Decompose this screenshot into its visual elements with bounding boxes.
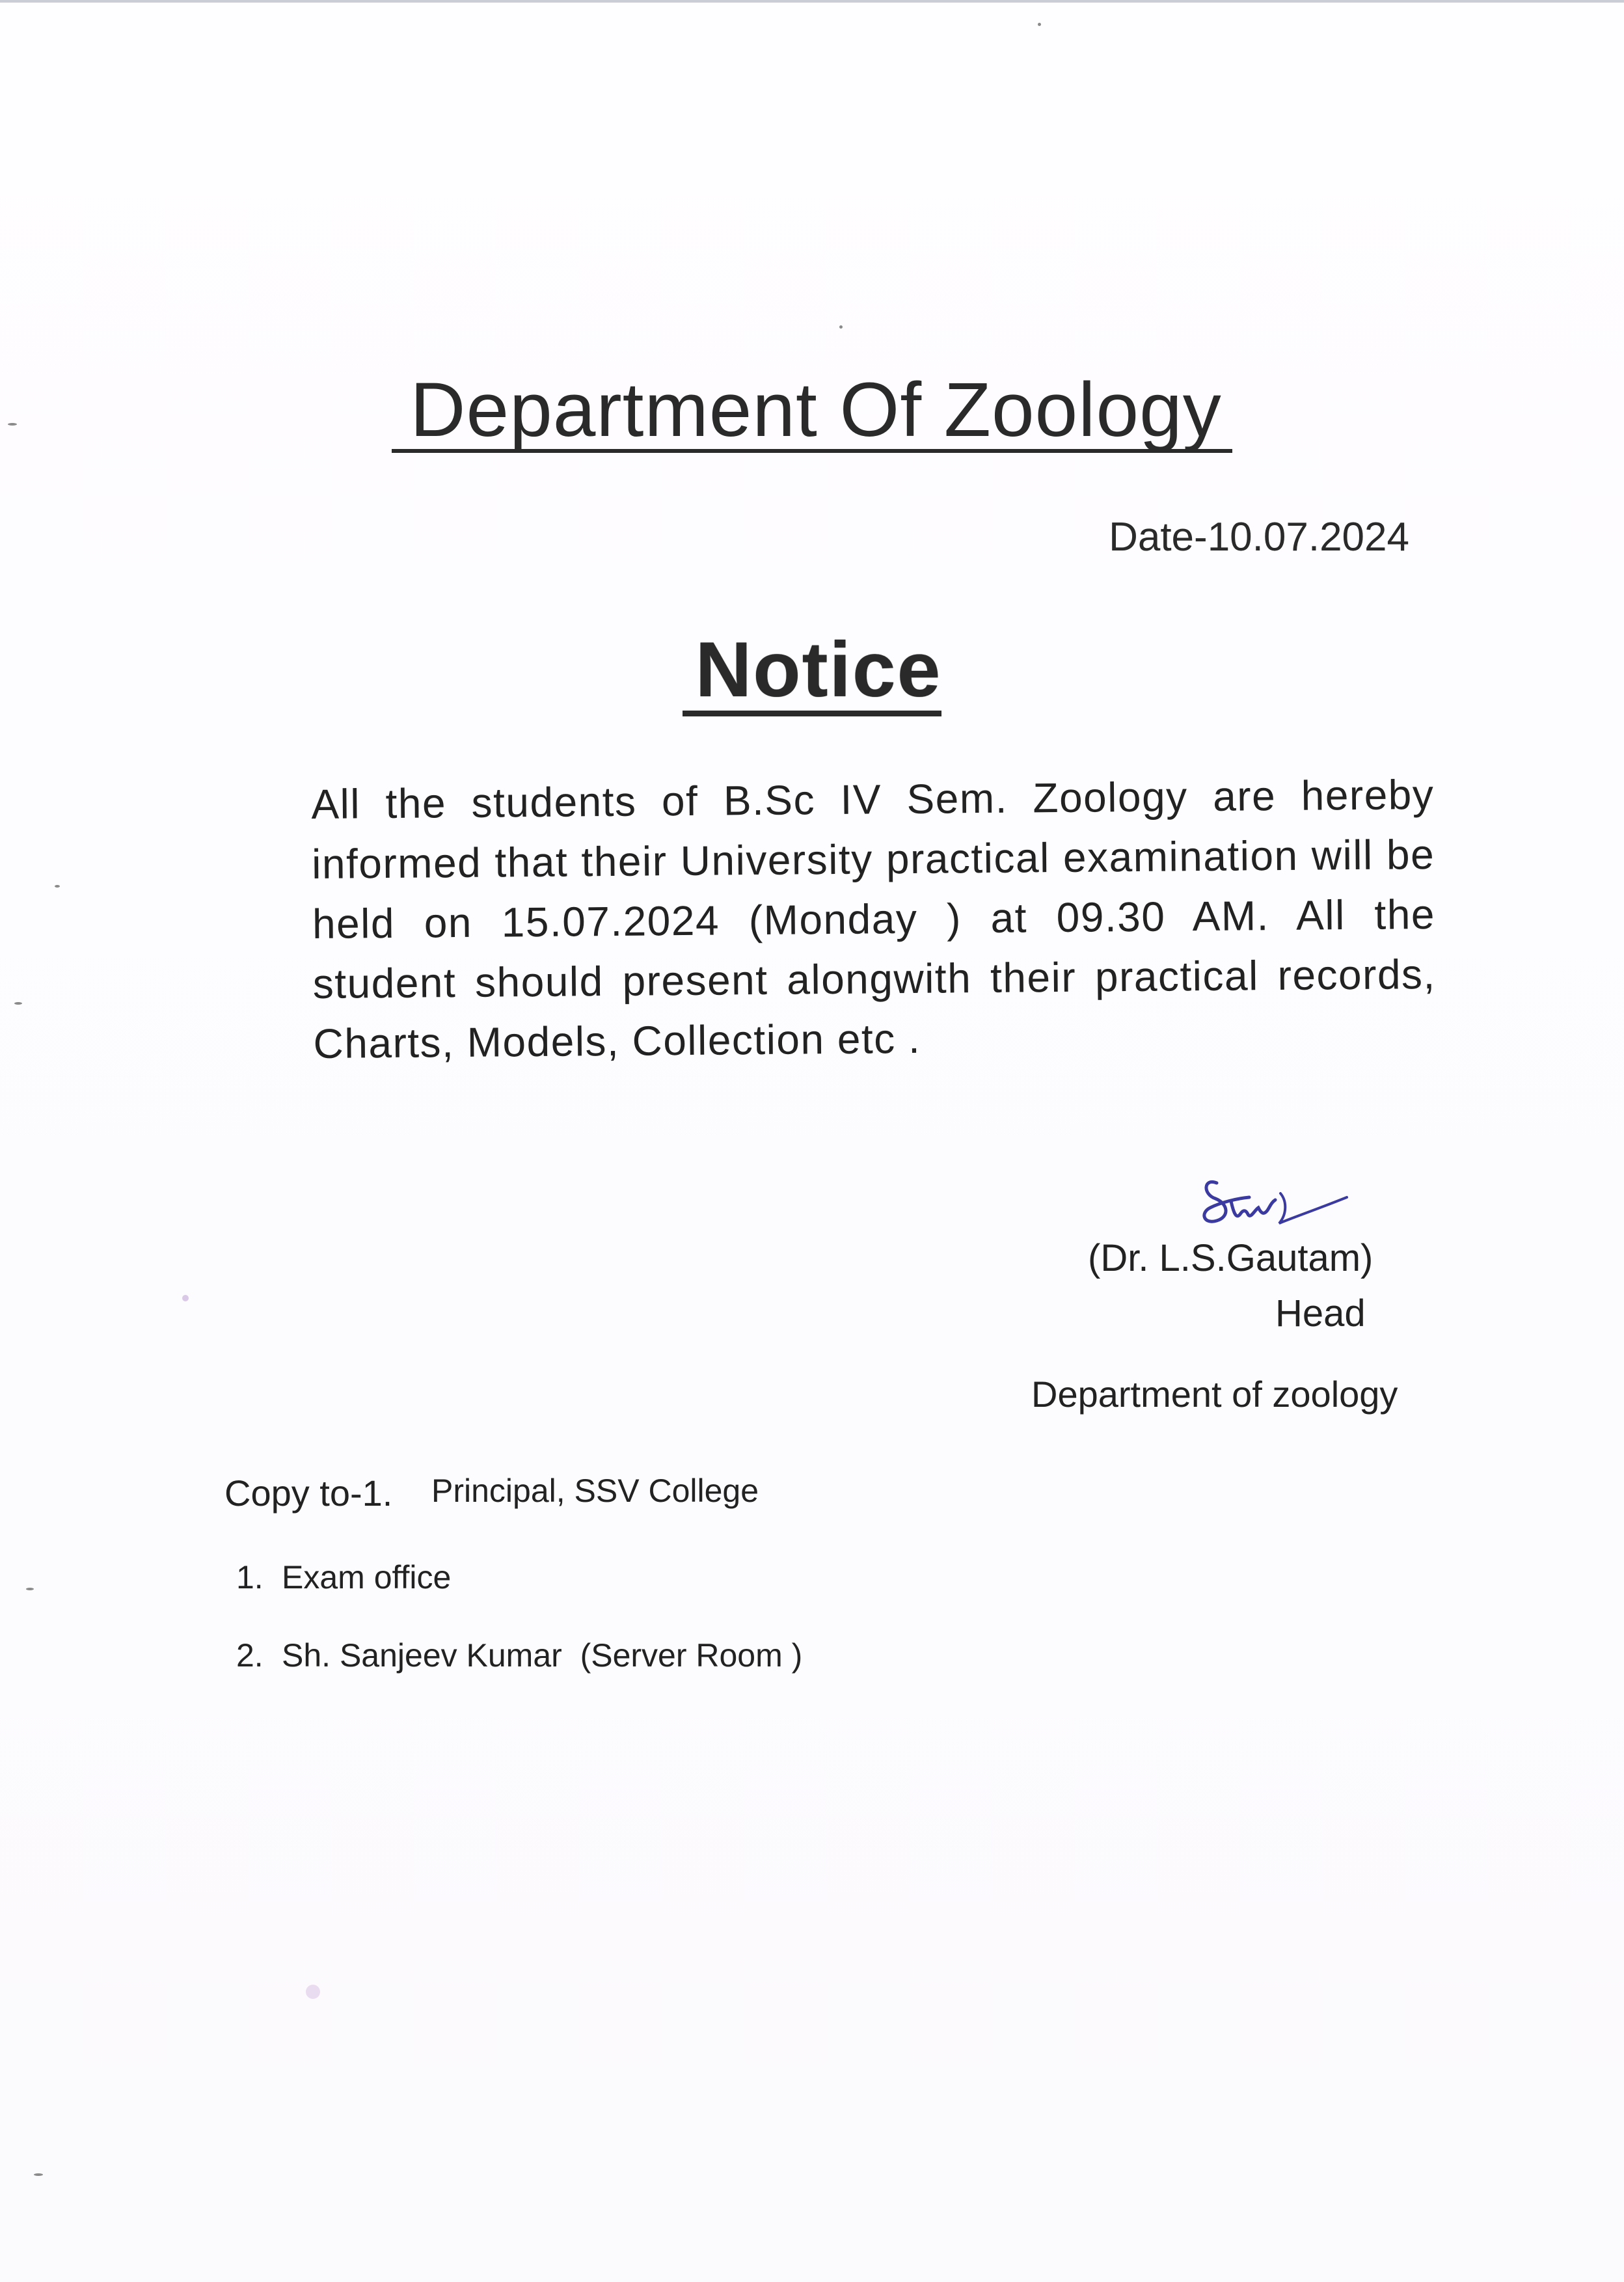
scan-top-edge [0,0,1624,3]
copy-to-item [236,1558,451,1596]
scan-speck [306,1985,320,1999]
notice-date: Date-10.07.2024 [1109,515,1409,560]
notice-heading [0,625,1624,716]
scan-speck [34,2173,43,2176]
copy-to-item-text: Exam office [282,1559,452,1596]
department-title [0,364,1624,455]
handwritten-signature [1191,1165,1360,1243]
scan-speck [1038,23,1041,26]
copy-to-item-text: Sh. Sanjeev Kumar (Server Room ) [282,1637,803,1674]
scan-speck [839,325,843,329]
copy-to-item-number: 2. [236,1637,264,1674]
scan-speck [14,1002,22,1005]
signatory-role: Head [1275,1292,1366,1335]
copy-to-item-number: 1. [236,1559,264,1596]
department-title-text: Department Of Zoology [392,371,1232,453]
notice-heading-text: Notice [683,629,942,716]
notice-body: All the students of B.Sc IV Sem. Zoology are hereby informed that their University practical examination will be held on 15.07.2024 (Monday ) at 09.30 AM. All the student should present alongwith their practical records, Charts, Models, Collection etc . [311,770,1437,1067]
scan-speck [55,885,60,888]
copy-to-first-recipient: Principal, SSV College [431,1473,759,1509]
copy-to-item [236,1637,802,1674]
scan-speck [8,423,17,426]
signatory-department: Department of zoology [1031,1374,1398,1415]
scan-speck [26,1588,34,1590]
scan-speck [182,1295,189,1301]
signatory-name: (Dr. L.S.Gautam) [1088,1237,1374,1279]
copy-to-label: Copy to-1. [224,1473,393,1514]
